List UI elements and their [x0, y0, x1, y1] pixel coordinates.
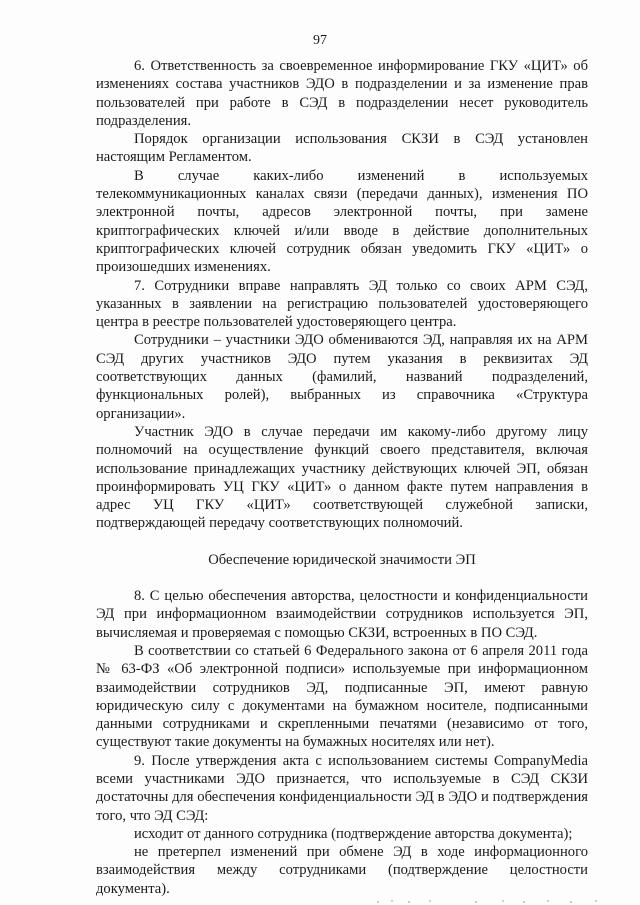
paragraph-companymedia: 9. После утверждения акта с использованием системы CompanyMedia всеми участниками ЭДО признается, что используемые в СЭД СКЗИ достаточны для обеспечения конфиденциальности ЭД в ЭДО и подтверждения того, что ЭД СЭД: — [96, 752, 588, 824]
page-number: 97 — [313, 33, 327, 48]
paragraph-authorship-integrity: 8. С целью обеспечения авторства, целостности и конфиденциальности ЭД при информационном взаимодействии сотрудников используется ЭП, вычисляемая и проверяемая с помощью СКЗИ, встроенных в ПО СЭД. — [96, 588, 588, 641]
paragraph-federal-law: В соответствии со статьей 6 Федерального закона от 6 апреля 2011 года № 63-ФЗ «Об электронной подписи» используемые при информационном взаимодействии сотрудников ЭД, подписанные ЭП, имеют равную юридическую силу с документами на бумажном носителе, подписанными данными сотрудниками и скрепленными печатями (независимо от того, существуют такие документы на бумажных носителях или нет). — [96, 642, 588, 751]
paragraph-skzi-procedure: Порядок организации использования СКЗИ в СЭД установлен настоящим Регламентом. — [96, 131, 588, 166]
section-heading: Обеспечение юридической значимости ЭП — [208, 551, 476, 568]
paragraph-arm-sending: 7. Сотрудники вправе направлять ЭД только со своих АРМ СЭД, указанных в заявлении на регистрацию пользователей удостоверяющего центра в реестре пользователей удостоверяющего центра. — [96, 277, 588, 331]
scan-artifact-marks — [0, 880, 640, 905]
paragraph-change-notification: В случае каких-либо изменений в используемых телекоммуникационных каналах связи (передачи данных), изменения ПО электронной почты, адресов электронной почты, при замене криптографических ключей и/или вводе в действие дополнительных криптографических ключей сотрудник обязан уведомить ГКУ «ЦИТ» о произошедших изменениях. — [96, 167, 588, 276]
paragraph-integrity-confirmation: не претерпел изменений при обмене ЭД в ходе информационного взаимодействия между сотрудниками (подтверждение целостности документа). — [96, 844, 588, 897]
document-body — [96, 57, 588, 898]
paragraph-authorship-confirmation: исходит от данного сотрудника (подтверждение авторства документа); — [134, 825, 573, 842]
paragraph-delegation: Участник ЭДО в случае передачи им какому-либо другому лицу полномочий на осуществление функций своего представителя, включая использование принадлежащих участнику действующих ключей ЭП, обязан проинформировать УЦ ГКУ «ЦИТ» о данном факте путем направления в адрес УЦ ГКУ «ЦИТ» соответствующей служебной записки, подтверждающей передачу соответствующих полномочий. — [96, 423, 588, 532]
paragraph-ed-exchange: Сотрудники – участники ЭДО обмениваются ЭД, направляя их на АРМ СЭД других участников ЭДО путем указания в реквизитах ЭД соответствующих данных (фамилий, названий подразделений, функциональных ролей), выбранных из справочника «Структура организации». — [96, 332, 588, 422]
paragraph-responsibility: 6. Ответственность за своевременное информирование ГКУ «ЦИТ» об изменениях состава участников ЭДО в подразделении и за изменение прав пользователей при работе в СЭД в подразделении несет руководитель подразделения. — [96, 58, 588, 129]
